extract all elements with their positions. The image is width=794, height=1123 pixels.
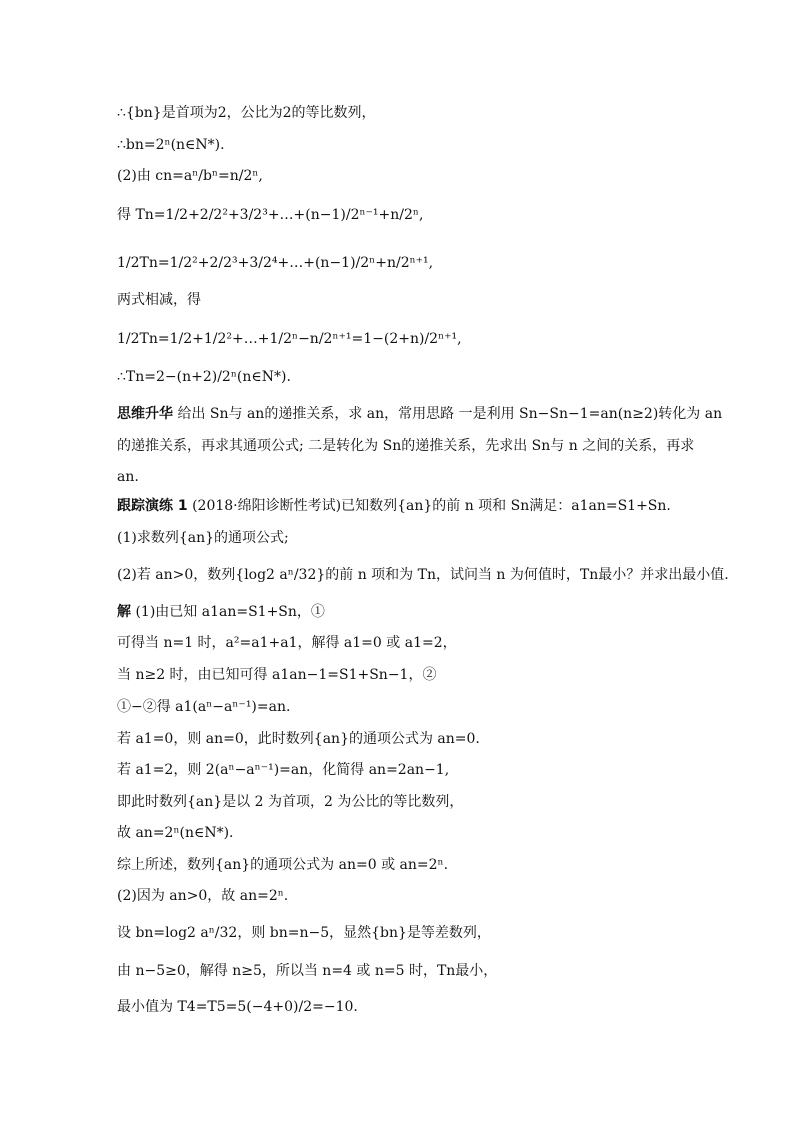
solution-text: (1)由已知 a1an=S1+Sn，① xyxy=(135,604,325,620)
text-line: ①−②得 a1(aⁿ−aⁿ⁻¹)=an. xyxy=(117,699,291,715)
text-line: 由 n−5≥0，解得 n≥5，所以当 n=4 或 n=5 时，Tn最小， xyxy=(117,963,498,979)
exercise-label: 跟踪演练 1 xyxy=(117,498,188,514)
text-line: 得 Tn=1/2+2/2²+3/2³+…+(n−1)/2ⁿ⁻¹+n/2ⁿ, xyxy=(117,207,424,223)
exercise-text: (2018·绵阳诊断性考试)已知数列{an}的前 n 项和 Sn满足：a1an=S1+Sn. xyxy=(192,498,671,514)
text-line: (2)由 cn=aⁿ/bⁿ=n/2ⁿ, xyxy=(117,168,263,184)
text-line: (1)求数列{an}的通项公式; xyxy=(117,530,289,546)
text-line: 1/2Tn=1/2²+2/2³+3/2⁴+…+(n−1)/2ⁿ+n/2ⁿ⁺¹, xyxy=(117,255,434,271)
text-line: 最小值为 T4=T5=5(−4+0)/2=−10. xyxy=(117,999,358,1015)
text-line: 若 a1=2，则 2(aⁿ−aⁿ⁻¹)=an，化简得 an=2an−1, xyxy=(117,762,450,778)
text-line: ∴bn=2ⁿ(n∈N*). xyxy=(117,137,225,153)
text-line: 故 an=2ⁿ(n∈N*). xyxy=(117,825,234,841)
text-line: 设 bn=log2 aⁿ/32，则 bn=n−5，显然{bn}是等差数列， xyxy=(117,925,491,941)
text-line: 若 a1=0，则 an=0，此时数列{an}的通项公式为 an=0. xyxy=(117,731,480,747)
text-line: 1/2Tn=1/2+1/2²+…+1/2ⁿ−n/2ⁿ⁺¹=1−(2+n)/2ⁿ⁺¹, xyxy=(117,331,462,347)
text-line: an. xyxy=(117,469,139,485)
text-line: 可得当 n=1 时，a²=a1+a1，解得 a1=0 或 a1=2， xyxy=(117,635,457,651)
text-line: ∴Tn=2−(n+2)/2ⁿ(n∈N*). xyxy=(117,369,291,385)
text-line: 即此时数列{an}是以 2 为首项，2 为公比的等比数列， xyxy=(117,794,464,810)
exercise-line xyxy=(117,497,671,515)
text-line: 当 n≥2 时，由已知可得 a1an−1=S1+Sn−1，② xyxy=(117,667,437,683)
text-line: 两式相减，得 xyxy=(117,292,201,308)
text-line: (2)因为 an>0，故 an=2ⁿ. xyxy=(117,888,289,904)
solution-line xyxy=(117,603,325,621)
text-line: 的递推关系，再求其通项公式; 二是转化为 Sn的递推关系，先求出 Sn与 n 之间的关系，再求 xyxy=(117,438,695,454)
text-line: (2)若 an>0，数列{log2 aⁿ/32}的前 n 项和为 Tn，试问当 n 为何值时，Tn最小？并求出最小值. xyxy=(117,567,729,583)
insight-label: 思维升华 xyxy=(117,406,173,422)
solution-label: 解 xyxy=(117,604,131,620)
insight-line xyxy=(117,405,722,423)
text-line: ∴{bn}是首项为2，公比为2的等比数列， xyxy=(117,105,376,121)
text-line: 综上所述，数列{an}的通项公式为 an=0 或 an=2ⁿ. xyxy=(117,857,449,873)
insight-text: 给出 Sn与 an的递推关系，求 an，常用思路 一是利用 Sn−Sn−1=an(n≥2)转化为 an xyxy=(177,406,723,422)
